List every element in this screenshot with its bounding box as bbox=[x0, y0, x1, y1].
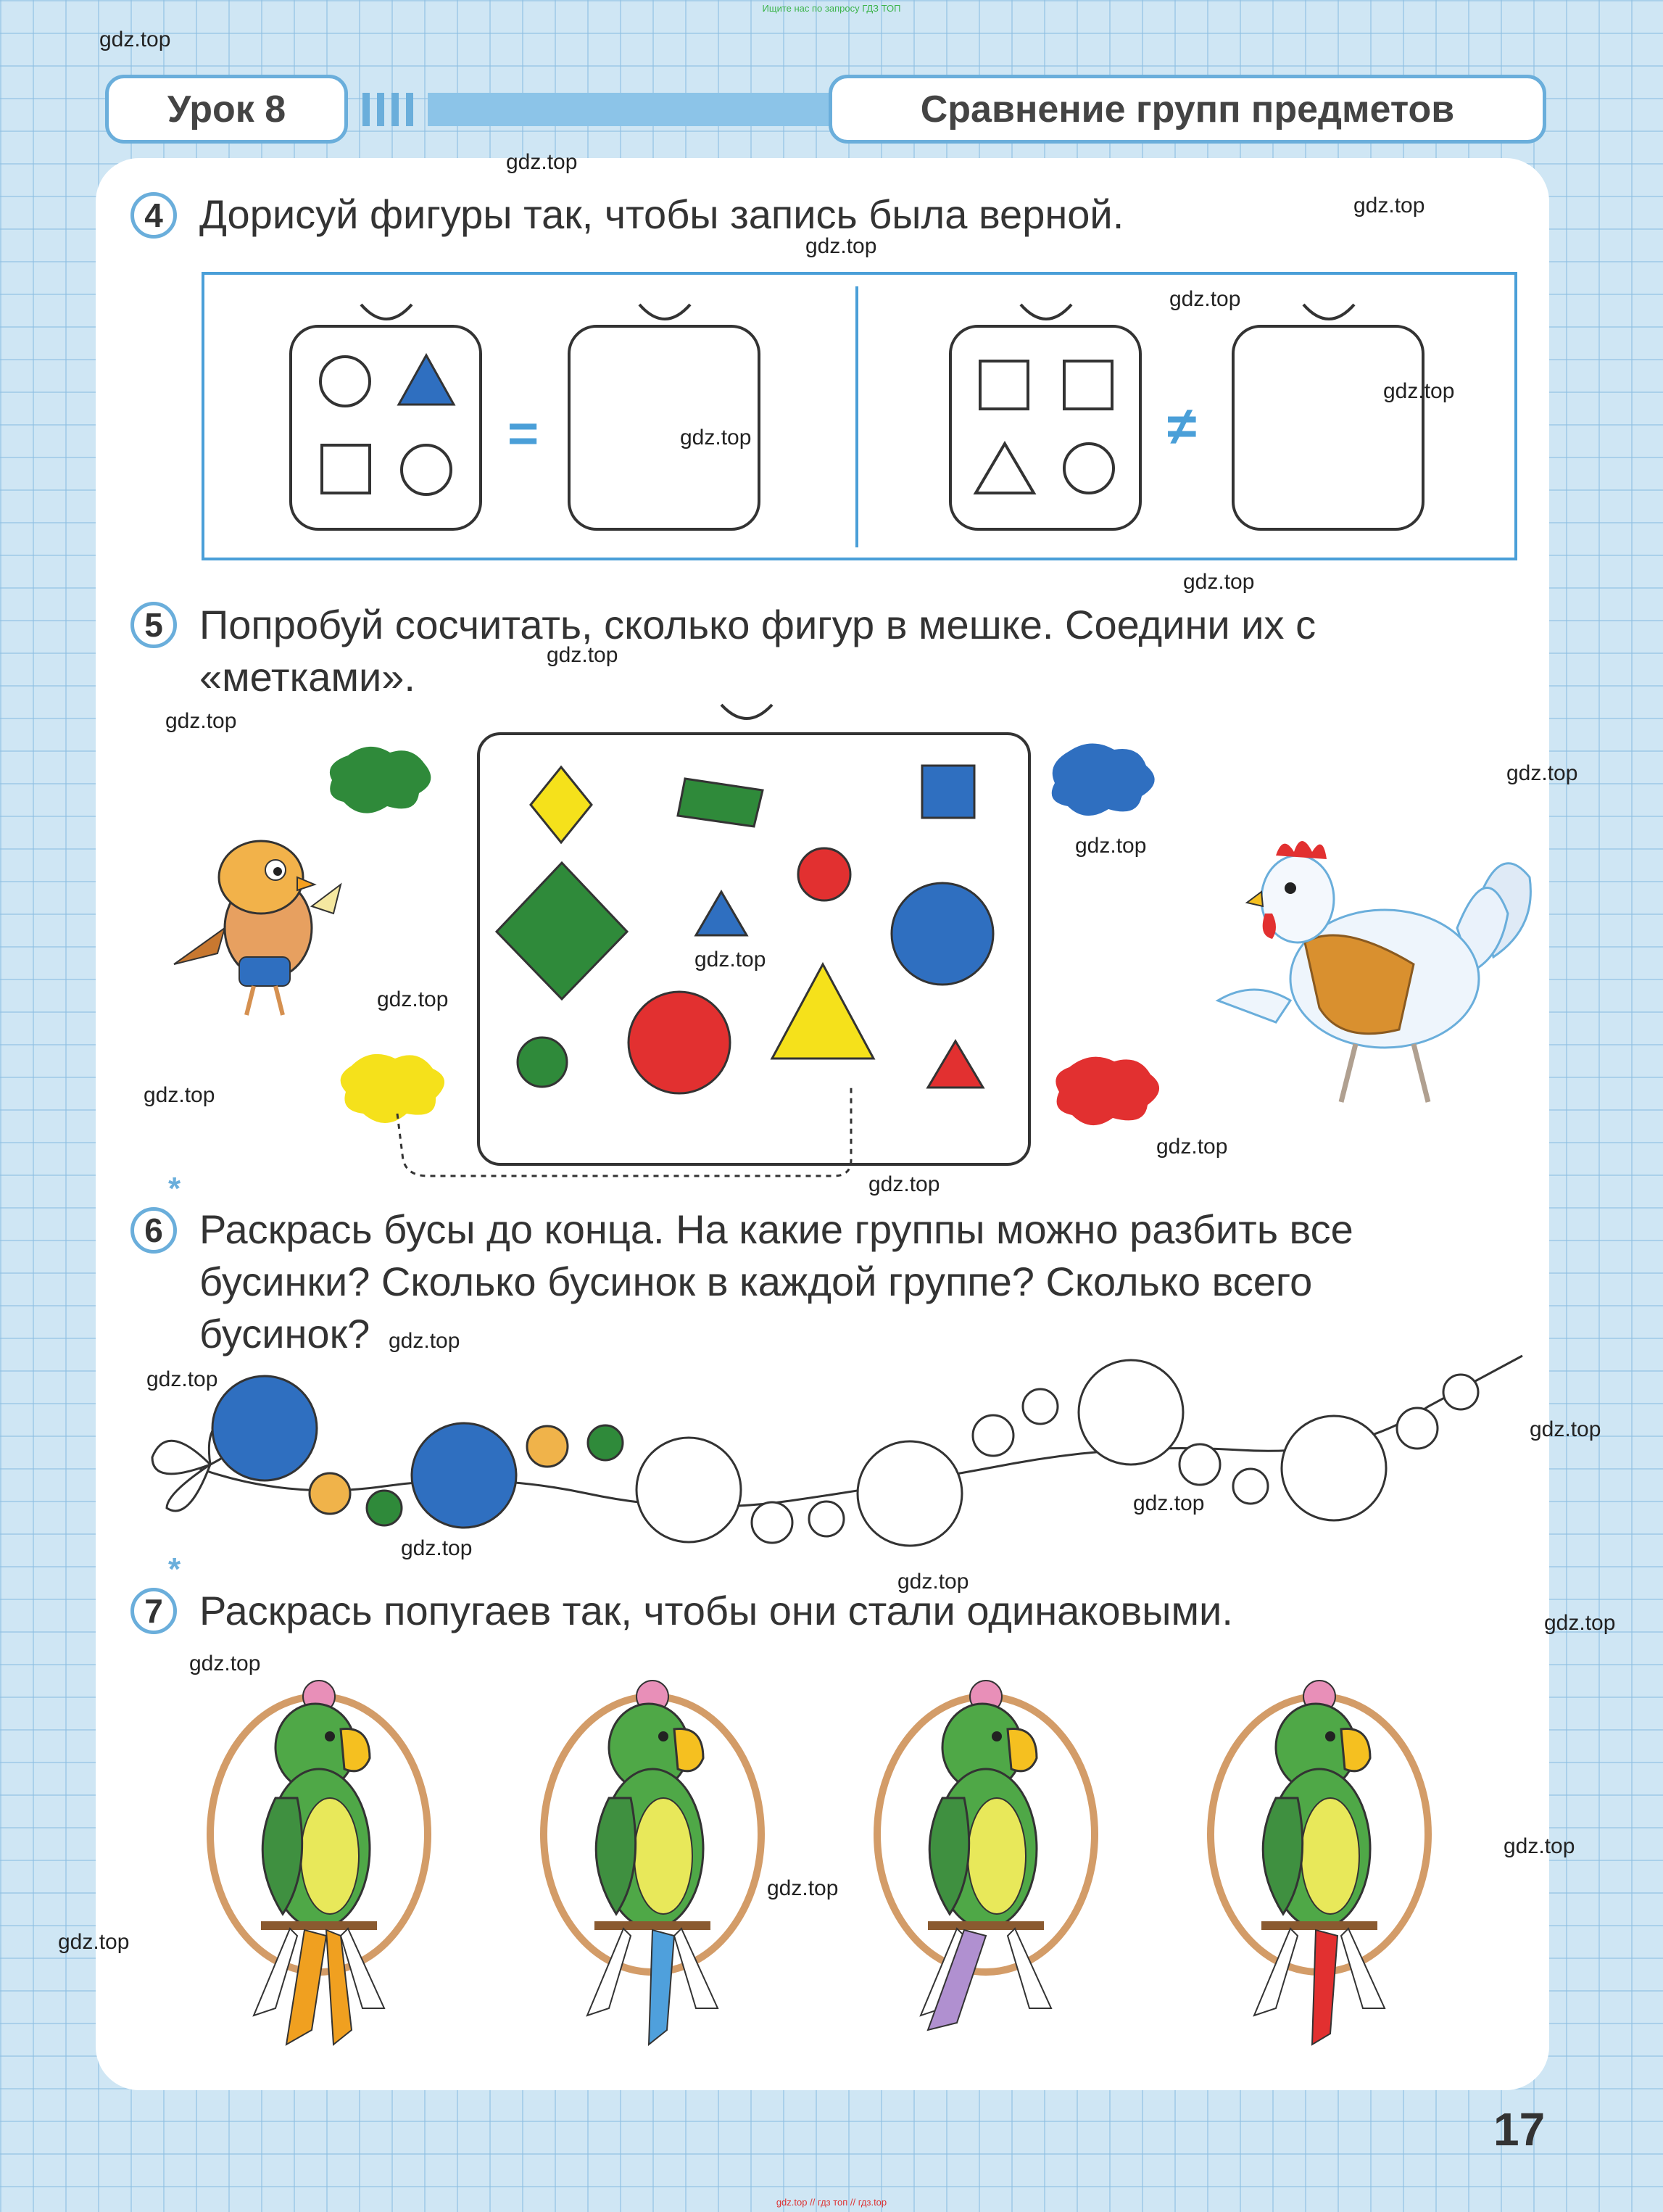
task-number-4: 4 bbox=[130, 192, 177, 239]
watermark: gdz.top bbox=[680, 426, 752, 450]
bottom-note: gdz.top // гдз топ // гдз.top bbox=[776, 2197, 887, 2208]
watermark: gdz.top bbox=[58, 1930, 130, 1954]
topic-title: Сравнение групп предметов bbox=[829, 75, 1546, 144]
bag-right-empty bbox=[1231, 296, 1427, 539]
bag-right-filled bbox=[948, 296, 1144, 539]
beads-graphic bbox=[138, 1349, 1530, 1566]
watermark: gdz.top bbox=[1075, 834, 1147, 858]
task-6-star: * bbox=[168, 1171, 181, 1206]
task-number-5: 5 bbox=[130, 602, 177, 648]
watermark: gdz.top bbox=[1383, 379, 1455, 403]
watermark: gdz.top bbox=[1506, 761, 1578, 785]
parrots-row bbox=[210, 1668, 1515, 2063]
bag-left-graphic bbox=[289, 296, 484, 535]
bag-left-empty bbox=[567, 296, 763, 539]
watermark: gdz.top bbox=[389, 1329, 460, 1353]
task-6-line2: бусинки? Сколько бусинок в каждой группе? Сколько всего bbox=[199, 1259, 1313, 1304]
page-number: 17 bbox=[1493, 2103, 1546, 2155]
lesson-label: Урок 8 bbox=[105, 75, 348, 144]
task-5-scene bbox=[159, 696, 1537, 1207]
watermark: gdz.top bbox=[1530, 1417, 1601, 1441]
not-equals-sign: ≠ bbox=[1167, 396, 1197, 456]
task-7-text: Раскрась попугаев так, чтобы они стали одинаковыми. bbox=[199, 1588, 1233, 1633]
watermark: gdz.top bbox=[694, 948, 766, 972]
task-number-6: 6 bbox=[130, 1207, 177, 1254]
watermark: gdz.top bbox=[1169, 287, 1241, 311]
watermark: gdz.top bbox=[144, 1083, 215, 1107]
watermark: gdz.top bbox=[1156, 1135, 1228, 1159]
watermark: gdz.top bbox=[805, 234, 877, 258]
watermark: gdz.top bbox=[146, 1367, 218, 1391]
watermark: gdz.top bbox=[868, 1172, 940, 1196]
watermark: gdz.top bbox=[767, 1876, 839, 1900]
watermark: gdz.top bbox=[189, 1652, 261, 1675]
parrots-graphic bbox=[210, 1668, 1515, 2059]
watermark: gdz.top bbox=[1133, 1491, 1205, 1515]
equals-sign: = bbox=[507, 403, 539, 463]
task-5-line1: Попробуй сосчитать, сколько фигур в мешке. Соедини их с bbox=[199, 602, 1316, 647]
header-stripes bbox=[355, 93, 834, 126]
bag-left-empty-graphic bbox=[567, 296, 763, 535]
watermark: gdz.top bbox=[165, 709, 237, 733]
watermark: gdz.top bbox=[1183, 570, 1255, 594]
task-number-7: 7 bbox=[130, 1588, 177, 1634]
top-note: Ищите нас по запросу ГДЗ ТОП bbox=[762, 3, 901, 14]
watermark: gdz.top bbox=[1504, 1834, 1575, 1858]
bag-left-filled bbox=[289, 296, 484, 539]
task-4-text: Дорисуй фигуры так, чтобы запись была верной. bbox=[199, 191, 1124, 237]
watermark: gdz.top bbox=[547, 643, 618, 667]
watermark: gdz.top bbox=[506, 150, 578, 174]
task-5-graphic bbox=[159, 696, 1537, 1204]
beads-necklace bbox=[138, 1349, 1530, 1570]
task-4-divider bbox=[855, 286, 858, 547]
task-7-star: * bbox=[168, 1552, 181, 1587]
header-stripes-graphic bbox=[355, 93, 834, 126]
task-5-line2: «метками». bbox=[199, 654, 415, 700]
watermark: gdz.top bbox=[897, 1570, 969, 1594]
watermark: gdz.top bbox=[401, 1536, 473, 1560]
watermark: gdz.top bbox=[99, 28, 171, 51]
bag-right-empty-graphic bbox=[1231, 296, 1427, 535]
watermark: gdz.top bbox=[377, 987, 449, 1011]
watermark: gdz.top bbox=[1353, 194, 1425, 218]
task-6-line1: Раскрась бусы до конца. На какие группы можно разбить все bbox=[199, 1206, 1353, 1252]
task-6-line3: бусинок? bbox=[199, 1311, 370, 1356]
watermark: gdz.top bbox=[1544, 1611, 1616, 1635]
bag-right-graphic bbox=[948, 296, 1144, 535]
